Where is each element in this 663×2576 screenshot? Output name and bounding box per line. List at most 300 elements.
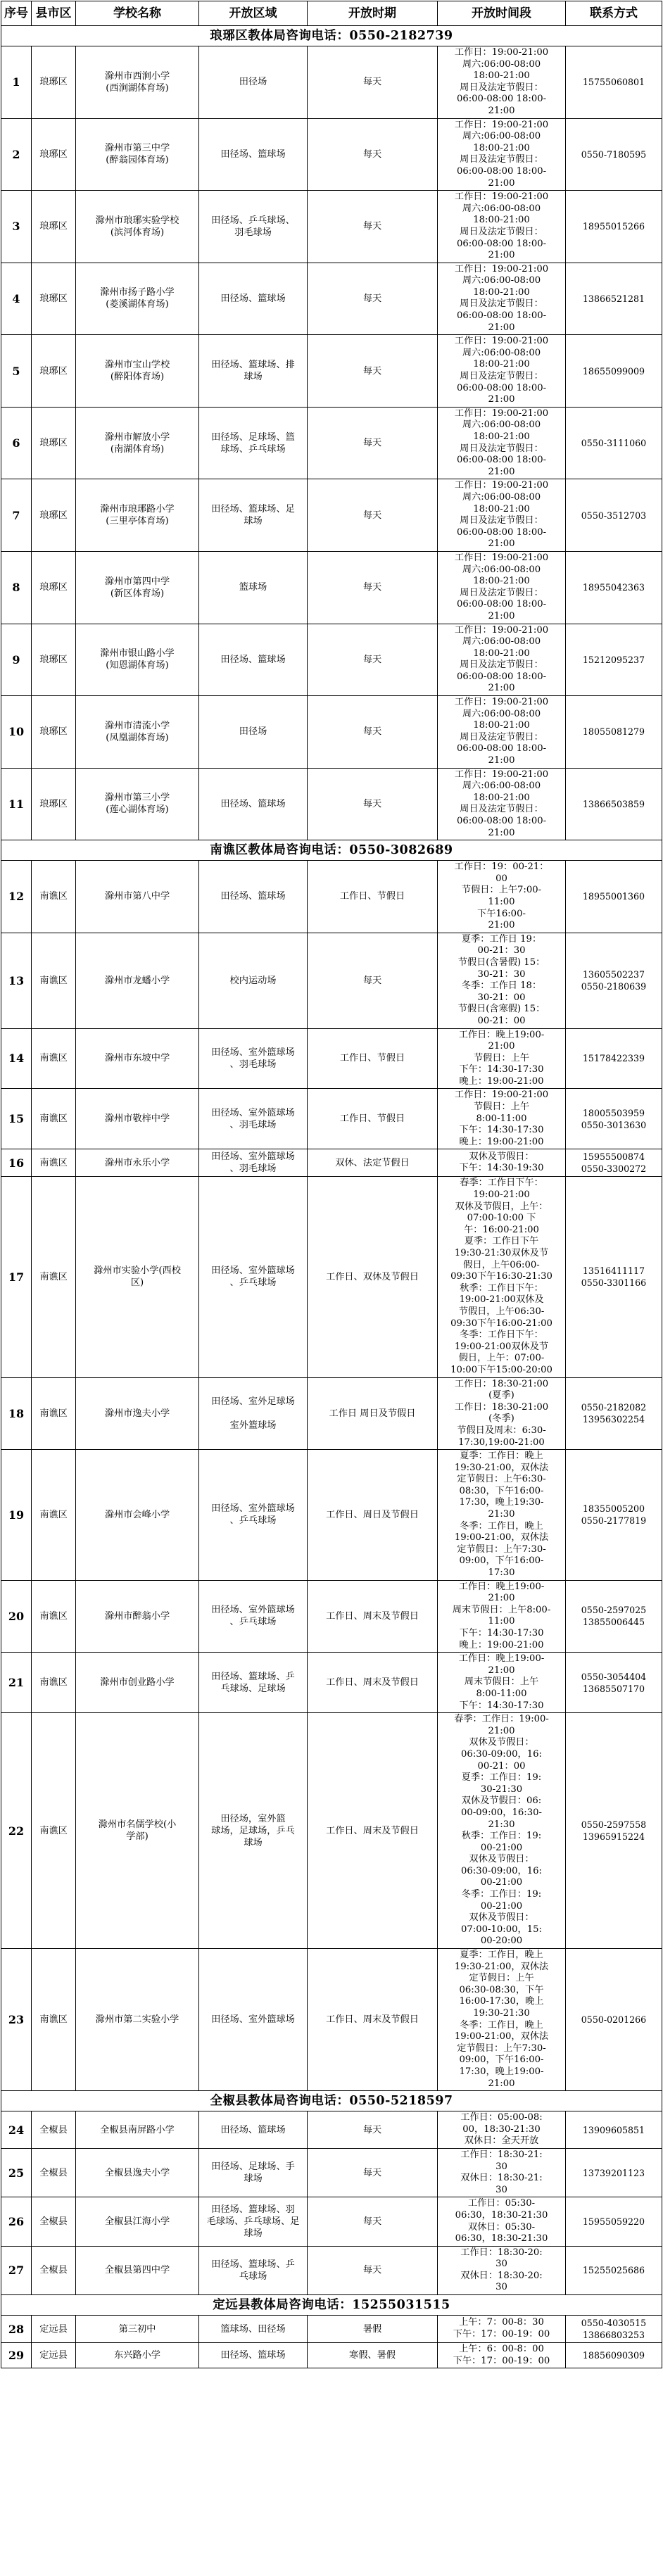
cell-line: 节假日及周末：6:30- xyxy=(457,1425,546,1436)
table-row xyxy=(1,2343,662,2368)
school-name-cell xyxy=(76,1713,199,1949)
cell-line: 工作日：晚上19:00- xyxy=(458,1653,545,1665)
cell-line: 双休日：全天开放 xyxy=(464,2135,539,2147)
open-area-cell xyxy=(199,1377,308,1450)
cell-line: 19:00-21:00，双休法 xyxy=(454,1532,549,1543)
cell-line: 19:30-21:30 xyxy=(473,2008,530,2019)
table-row xyxy=(1,2111,662,2149)
district-cell: 定远县 xyxy=(32,2343,76,2368)
table-row xyxy=(1,1149,662,1177)
cell-line: 30 xyxy=(495,2259,507,2270)
cell-line: (南湖体育场) xyxy=(110,443,165,455)
seq-cell: 14 xyxy=(1,1028,32,1089)
cell-line: 15955500874 xyxy=(582,1151,645,1163)
cell-line: 周六:06:00-08:00 xyxy=(462,564,541,575)
cell-line: 田径场、室外篮球场 xyxy=(211,1265,295,1277)
cell-line: 30-21：00 xyxy=(477,992,526,1003)
cell-line: 06:30-08:30，下午 xyxy=(459,1984,544,1995)
open-hours-cell xyxy=(438,1149,566,1177)
col-header-area: 开放区域 xyxy=(199,1,308,26)
cell-line: 、羽毛球场 xyxy=(229,1119,277,1130)
seq-cell: 25 xyxy=(1,2148,32,2197)
cell-line: 周六:06:00-08:00 xyxy=(462,419,541,431)
seq-cell: 18 xyxy=(1,1377,32,1450)
cell-line: 夏季：工作日下午 xyxy=(464,1236,539,1247)
table-row xyxy=(1,118,662,191)
cell-line: 18:00-21:00 xyxy=(473,648,530,659)
cell-line: 15955059220 xyxy=(582,2216,645,2227)
cell-line: 双休及节假日： xyxy=(469,1151,534,1162)
cell-line: 06:00-08:00 18:00- xyxy=(456,94,547,105)
cell-line: 定节假日：上午7:30- xyxy=(457,2043,546,2054)
cell-line: 06:00-08:00 18:00- xyxy=(456,165,547,177)
school-name-cell xyxy=(76,479,199,552)
open-period-cell xyxy=(308,2246,438,2294)
district-cell: 南谯区 xyxy=(32,1580,76,1653)
cell-line: 田径场、室外篮球场 xyxy=(211,1605,295,1616)
cell-line: 0550-2177819 xyxy=(581,1515,647,1527)
cell-line: 工作日：05:30- xyxy=(467,2198,536,2209)
cell-line: 00-21:00 xyxy=(480,1877,523,1888)
contact-cell xyxy=(566,2246,662,2294)
district-cell: 琅琊区 xyxy=(32,696,76,769)
cell-line: 18:00-21:00 xyxy=(473,792,530,803)
cell-line: 07:00-10:00 下 xyxy=(467,1213,536,1224)
contact-cell xyxy=(566,933,662,1028)
contact-cell xyxy=(566,479,662,552)
contact-cell xyxy=(566,2343,662,2368)
cell-line: 19:30-21:00，双休法 xyxy=(454,1961,549,1972)
open-hours-cell xyxy=(438,2246,566,2294)
cell-line: 、乒乓球场 xyxy=(229,1617,277,1628)
cell-line: 06:00-08:00 18:00- xyxy=(456,816,547,826)
cell-line: 球场、乒乓球场 xyxy=(220,443,286,455)
cell-line: 00-20:00 xyxy=(480,1936,523,1947)
cell-line: 工作日：19:00-21:00 xyxy=(454,697,549,708)
school-name-cell xyxy=(76,1580,199,1653)
cell-line: 工作日：18:30-20: xyxy=(460,2247,543,2258)
open-period-cell xyxy=(308,861,438,933)
cell-line: 06:30-09:00，16: xyxy=(461,1865,542,1876)
seq-cell: 9 xyxy=(1,624,32,696)
cell-line: 18:00-21:00 xyxy=(473,142,530,153)
district-cell: 琅琊区 xyxy=(32,768,76,840)
cell-line: 双休、法定节假日 xyxy=(335,1157,410,1168)
district-cell: 南谯区 xyxy=(32,933,76,1028)
seq-cell: 27 xyxy=(1,2246,32,2294)
district-cell: 南谯区 xyxy=(32,1028,76,1089)
cell-line: 13739201123 xyxy=(582,2167,645,2178)
cell-line: 东兴路小学 xyxy=(114,2350,160,2361)
cell-line: 下午：17：00-19：00 xyxy=(453,2355,550,2366)
cell-line: 田径场、篮球场、羽 xyxy=(211,2204,295,2215)
district-cell: 琅琊区 xyxy=(32,479,76,552)
cell-line: 18355005200 xyxy=(582,1503,645,1515)
cell-line: 节假日(含寒假) 15： xyxy=(457,1004,545,1015)
cell-line: 田径场、篮球场、乒 xyxy=(211,2259,295,2270)
cell-line: 春季：工作日下午： xyxy=(460,1177,543,1189)
table-row xyxy=(1,1377,662,1450)
school-name-cell xyxy=(76,2246,199,2294)
table-row xyxy=(1,1713,662,1949)
cell-line: 工作日：19:00-21:00 xyxy=(454,480,549,491)
open-area-cell xyxy=(199,2343,308,2368)
district-cell: 琅琊区 xyxy=(32,191,76,263)
cell-line: 周六:06:00-08:00 xyxy=(462,491,541,503)
school-name-cell xyxy=(76,2197,199,2246)
seq-cell: 19 xyxy=(1,1450,32,1581)
contact-cell xyxy=(566,696,662,769)
cell-line: 室外篮球场 xyxy=(229,1420,277,1431)
cell-line: 滁州市东坡中学 xyxy=(104,1053,170,1064)
open-hours-cell xyxy=(438,1653,566,1713)
cell-line: 晚上：19:00-21:00 xyxy=(459,1075,544,1087)
cell-line: 周六:06:00-08:00 xyxy=(462,203,541,214)
section-title-row xyxy=(1,2295,662,2316)
school-name-cell xyxy=(76,2148,199,2197)
cell-line: 工作日：18:30-21:00 xyxy=(454,1378,549,1389)
cell-line: 下午：14:30-17:30 xyxy=(459,1628,544,1639)
cell-line: 滁州市第八中学 xyxy=(104,891,170,902)
cell-line: 寒假、暑假 xyxy=(349,2350,396,2361)
open-period-cell xyxy=(308,551,438,624)
cell-line: 周日及法定节假日： xyxy=(460,804,543,815)
cell-line: 18055081279 xyxy=(582,726,645,738)
open-area-cell xyxy=(199,479,308,552)
cell-line: 每天 xyxy=(362,365,382,377)
cell-line: 21:00 xyxy=(488,1593,515,1604)
open-hours-cell xyxy=(438,2197,566,2246)
cell-line: 夏季：工作日：19: xyxy=(461,1772,542,1783)
open-area-cell xyxy=(199,191,308,263)
table-row xyxy=(1,191,662,263)
open-hours-cell xyxy=(438,768,566,840)
cell-line: 滁州市名儒学校(小 xyxy=(98,1819,177,1831)
cell-line: 滁州市会峰小学 xyxy=(104,1509,170,1520)
cell-line: 每天 xyxy=(362,726,382,738)
open-area-cell xyxy=(199,2148,308,2197)
table-row xyxy=(1,2197,662,2246)
cell-line: 21:00 xyxy=(488,683,515,694)
cell-line: 15212095237 xyxy=(582,654,645,665)
cell-line: 球场 xyxy=(244,516,263,527)
cell-line: 工作日、周末及节假日 xyxy=(326,1677,419,1688)
cell-line: 球场 xyxy=(244,2228,263,2239)
cell-line: 滁州市第四中学 xyxy=(104,576,170,587)
cell-line: 00 xyxy=(495,873,507,884)
cell-line: 周日及法定节假日： xyxy=(460,731,543,743)
cell-line: 06:00-08:00 18:00- xyxy=(456,382,547,393)
cell-line: 周六:06:00-08:00 xyxy=(462,781,541,792)
cell-line: 田径场，室外篮 xyxy=(220,1813,286,1824)
open-area-cell xyxy=(199,624,308,696)
cell-line: 13965915224 xyxy=(582,1831,645,1843)
cell-line: 下午：17：00-19：00 xyxy=(453,2329,550,2340)
open-hours-cell xyxy=(438,624,566,696)
cell-line: 区) xyxy=(130,1277,144,1289)
seq-cell: 3 xyxy=(1,191,32,263)
cell-line: 滁州市实验小学(西校 xyxy=(94,1265,181,1277)
cell-line: 滁州市逸夫小学 xyxy=(104,1408,170,1419)
cell-line: 田径场、篮球场 xyxy=(220,654,286,665)
cell-line: 19:30-21:00，双休法 xyxy=(454,1462,549,1473)
cell-line: 周日及法定节假日： xyxy=(460,371,543,382)
school-name-cell xyxy=(76,263,199,335)
contact-cell xyxy=(566,1450,662,1581)
cell-line: 06:00-08:00 18:00- xyxy=(456,743,547,755)
open-period-cell xyxy=(308,933,438,1028)
cell-line: 0550-3300272 xyxy=(581,1163,647,1175)
contact-cell xyxy=(566,1149,662,1177)
school-name-cell xyxy=(76,1949,199,2091)
cell-line: 09:00，下午16:00- xyxy=(459,1555,544,1567)
cell-line: 工作日：19:00-21:00 xyxy=(454,408,549,419)
cell-line: 0550-3111060 xyxy=(581,438,647,449)
col-header-contact: 联系方式 xyxy=(566,1,662,26)
open-period-cell xyxy=(308,2316,438,2343)
open-hours-cell xyxy=(438,479,566,552)
cell-line: 田径场、足球场、手 xyxy=(211,2161,295,2173)
cell-line: 18:00-21:00 xyxy=(473,215,530,226)
cell-line: 双休日：18:30-20: xyxy=(460,2270,543,2281)
open-area-cell xyxy=(199,1028,308,1089)
cell-line: 工作日：19:00-21:00 xyxy=(454,47,549,58)
table-row xyxy=(1,1450,662,1581)
cell-line: (西涧湖体育场) xyxy=(106,82,169,94)
section-title: 全椒县教体局咨询电话：0550-5218597 xyxy=(1,2091,662,2111)
cell-line: 0550-3512703 xyxy=(581,510,647,521)
table-row xyxy=(1,2246,662,2294)
district-cell: 全椒县 xyxy=(32,2148,76,2197)
cell-line: 19:00-21:00 xyxy=(473,1189,530,1201)
seq-cell: 23 xyxy=(1,1949,32,2091)
open-period-cell xyxy=(308,1713,438,1949)
district-cell: 琅琊区 xyxy=(32,407,76,479)
cell-line xyxy=(201,1408,305,1420)
open-period-cell xyxy=(308,118,438,191)
cell-line: 上午：7：00-8：30 xyxy=(459,2317,544,2328)
school-name-cell xyxy=(76,2111,199,2149)
contact-cell xyxy=(566,2316,662,2343)
cell-line: 18:00-21:00 xyxy=(473,503,530,514)
school-name-cell xyxy=(76,46,199,119)
open-period-cell xyxy=(308,1653,438,1713)
table-row xyxy=(1,46,662,119)
open-period-cell xyxy=(308,1028,438,1089)
seq-cell: 6 xyxy=(1,407,32,479)
open-hours-cell xyxy=(438,1028,566,1089)
cell-line: 节假日：上午7:00- xyxy=(461,885,542,896)
cell-line: 09:30下午16:00-21:00 xyxy=(450,1318,552,1329)
cell-line: 午：16:00-21:00 xyxy=(464,1224,539,1235)
seq-cell: 17 xyxy=(1,1177,32,1377)
cell-line: 工作日：晚上19:00- xyxy=(458,1581,545,1592)
cell-line: 30 xyxy=(495,2282,507,2293)
cell-line: 30-21：30 xyxy=(477,968,526,980)
cell-line: 0550-2182082 xyxy=(581,1402,647,1413)
cell-line: 0550-3013630 xyxy=(581,1119,647,1130)
cell-line: 滁州市第三中学 xyxy=(104,143,170,154)
contact-cell xyxy=(566,2111,662,2149)
open-period-cell xyxy=(308,1949,438,2091)
header-row xyxy=(1,1,662,26)
cell-line: 30-21:30 xyxy=(480,1783,523,1795)
cell-line: 田径场、篮球场、乒 xyxy=(211,1671,295,1682)
section-title: 南谯区教体局咨询电话：0550-3082689 xyxy=(1,840,662,861)
school-name-cell xyxy=(76,2343,199,2368)
open-hours-cell xyxy=(438,696,566,769)
cell-line: 节假日，上午06:30- xyxy=(458,1306,545,1317)
open-area-cell xyxy=(199,263,308,335)
cell-line: 13909605851 xyxy=(582,2124,645,2135)
cell-line: 工作日、双休及节假日 xyxy=(326,1271,419,1282)
district-cell: 全椒县 xyxy=(32,2111,76,2149)
cell-line: 每天 xyxy=(362,510,382,521)
cell-line: 21:00 xyxy=(488,1725,515,1736)
cell-line: 06:00-08:00 18:00- xyxy=(456,238,547,249)
cell-line: 晚上：19:00-21:00 xyxy=(459,1136,544,1147)
cell-line: 冬季：工作日，晚上 xyxy=(460,2019,543,2031)
school-name-cell xyxy=(76,1450,199,1581)
cell-line: 0550-3301166 xyxy=(581,1277,647,1289)
contact-cell xyxy=(566,407,662,479)
cell-line: 下午：14:30-17:30 xyxy=(459,1700,544,1711)
cell-line: 田径场、篮球场 xyxy=(220,798,286,809)
cell-line: 田径场、室外篮球场 xyxy=(211,1107,295,1118)
cell-line: 10:00下午15:00-20:00 xyxy=(450,1364,552,1375)
cell-line: 下午：14:30-19:30 xyxy=(459,1163,544,1174)
open-area-cell xyxy=(199,2316,308,2343)
cell-line: 06:00-08:00 18:00- xyxy=(456,526,547,538)
open-hours-cell xyxy=(438,551,566,624)
contact-cell xyxy=(566,1089,662,1149)
open-hours-cell xyxy=(438,1713,566,1949)
cell-line: 17:30,19:00-21:00 xyxy=(458,1437,545,1448)
contact-cell xyxy=(566,1949,662,2091)
table-row xyxy=(1,2316,662,2343)
cell-line: 30 xyxy=(495,2161,507,2172)
cell-line: (冬季) xyxy=(488,1413,514,1425)
cell-line: 球场 xyxy=(244,372,263,383)
cell-line: 全椒县逸夫小学 xyxy=(104,2167,170,2178)
open-area-cell xyxy=(199,1653,308,1713)
cell-line: 滁州市永乐小学 xyxy=(104,1157,170,1168)
open-period-cell xyxy=(308,335,438,408)
cell-line: 工作日 周日及节假日 xyxy=(329,1408,416,1419)
venue-table xyxy=(1,1,662,2368)
open-period-cell xyxy=(308,1580,438,1653)
open-period-cell xyxy=(308,2148,438,2197)
cell-line: 00-09:00，16:30- xyxy=(461,1807,542,1818)
open-area-cell xyxy=(199,1580,308,1653)
school-name-cell xyxy=(76,933,199,1028)
open-area-cell xyxy=(199,407,308,479)
cell-line: 定节假日：上午 xyxy=(469,1973,534,1984)
cell-line: 15755060801 xyxy=(582,77,645,88)
cell-line: 每天 xyxy=(362,975,382,986)
cell-line: 每天 xyxy=(362,77,382,88)
cell-line: 、羽毛球场 xyxy=(229,1059,277,1070)
school-name-cell xyxy=(76,624,199,696)
contact-cell xyxy=(566,1028,662,1089)
open-area-cell xyxy=(199,1149,308,1177)
table-row xyxy=(1,1949,662,2091)
open-hours-cell xyxy=(438,1949,566,2091)
table-row xyxy=(1,479,662,552)
open-hours-cell xyxy=(438,1580,566,1653)
cell-line: 工作日：19:00-21:00 xyxy=(454,263,549,274)
cell-line: 每天 xyxy=(362,2216,382,2227)
cell-line: 13866803253 xyxy=(582,2330,645,2341)
cell-line: 工作日：18:30-21: xyxy=(460,2149,543,2160)
contact-cell xyxy=(566,46,662,119)
school-name-cell xyxy=(76,861,199,933)
open-period-cell xyxy=(308,2343,438,2368)
section-title-row xyxy=(1,840,662,861)
district-cell: 定远县 xyxy=(32,2316,76,2343)
cell-line: 田径场、乒乓球场、 xyxy=(211,215,295,226)
school-name-cell xyxy=(76,1377,199,1450)
cell-line: 双休及节假日： xyxy=(469,1737,534,1748)
table-row xyxy=(1,335,662,408)
cell-line: 06:00-08:00 18:00- xyxy=(456,599,547,610)
open-period-cell xyxy=(308,696,438,769)
district-cell: 南谯区 xyxy=(32,1377,76,1450)
cell-line: 田径场、足球场、篮 xyxy=(211,431,295,443)
cell-line: 21:00 xyxy=(488,2078,515,2089)
cell-line: 双休日：18:30-21: xyxy=(460,2173,543,2184)
cell-line: 毛球场、乒乓球场、足 xyxy=(206,2216,300,2227)
cell-line: 田径场 xyxy=(239,726,267,738)
cell-line: 21:00 xyxy=(488,177,515,189)
cell-line: 学部) xyxy=(126,1831,149,1843)
cell-line: 田径场、篮球场 xyxy=(220,149,286,160)
cell-line: 冬季：工作日 18： xyxy=(461,980,542,992)
open-hours-cell xyxy=(438,335,566,408)
seq-cell: 21 xyxy=(1,1653,32,1713)
seq-cell: 13 xyxy=(1,933,32,1028)
cell-line: 0550-2597558 xyxy=(581,1819,647,1831)
cell-line: 17:30，晚上19:30- xyxy=(459,1497,544,1508)
seq-cell: 2 xyxy=(1,118,32,191)
table-body xyxy=(1,26,662,2368)
district-cell: 南谯区 xyxy=(32,1089,76,1149)
cell-line: 双休及节假日，上午： xyxy=(455,1201,548,1212)
cell-line: 周末节假日：上午8:00- xyxy=(452,1604,551,1615)
cell-line: 工作日：19:00-21:00 xyxy=(454,769,549,780)
cell-line: 工作日：05:00-08: xyxy=(460,2112,543,2123)
cell-line: 秋季：工作日：19: xyxy=(461,1831,542,1842)
cell-line: 周日及法定节假日： xyxy=(460,587,543,598)
table-row xyxy=(1,1653,662,1713)
cell-line: (醉翁园体育场) xyxy=(106,155,169,166)
seq-cell: 26 xyxy=(1,2197,32,2246)
open-area-cell xyxy=(199,2197,308,2246)
cell-line: 21:00 xyxy=(488,250,515,261)
cell-line: 11:00 xyxy=(488,1616,515,1627)
open-period-cell xyxy=(308,46,438,119)
cell-line: 滁州市解放小学 xyxy=(104,431,170,443)
open-area-cell xyxy=(199,768,308,840)
cell-line: 每天 xyxy=(362,221,382,232)
cell-line: 11:00 xyxy=(488,896,515,907)
col-header-seq: 序号 xyxy=(1,1,32,26)
district-cell: 全椒县 xyxy=(32,2246,76,2294)
col-header-school: 学校名称 xyxy=(76,1,199,26)
table-row xyxy=(1,263,662,335)
cell-line: 、乒乓球场 xyxy=(229,1515,277,1527)
open-period-cell xyxy=(308,1377,438,1450)
